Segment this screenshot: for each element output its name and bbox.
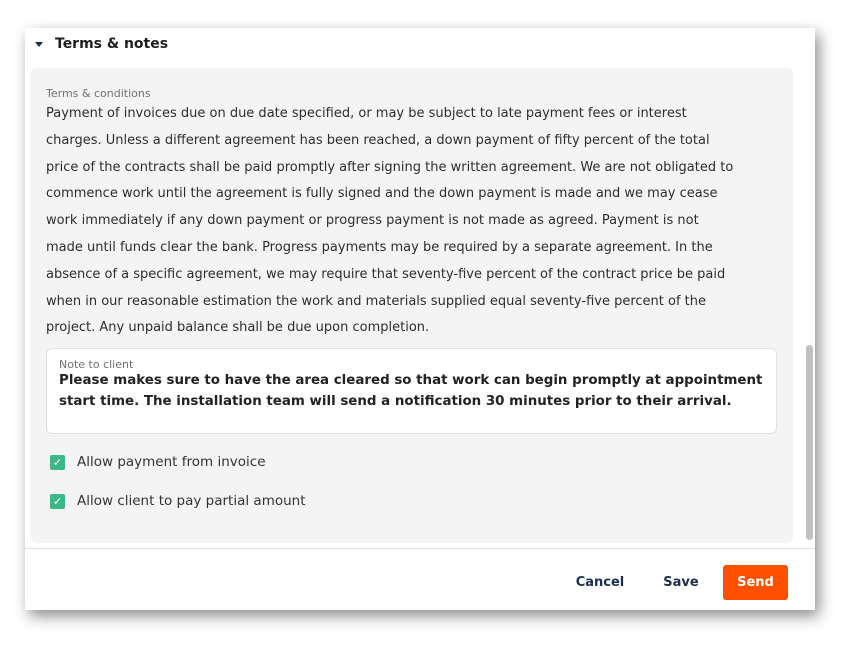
- terms-line: Payment of invoices due on due date specified, or may be subject to late payment fees or interest: [46, 106, 687, 121]
- terms-line: project. Any unpaid balance shall be due upon completion.: [46, 320, 430, 336]
- checkbox-label: Allow payment from invoice: [77, 454, 266, 470]
- checkbox-label: Allow client to pay partial amount: [77, 493, 306, 509]
- terms-textarea[interactable]: [46, 101, 786, 342]
- terms-line: commence work until the agreement is fully signed and the down payment is made and we may cease: [46, 186, 718, 202]
- terms-label: Terms & conditions: [46, 87, 151, 100]
- send-button[interactable]: Send: [723, 565, 788, 600]
- terms-box: [31, 68, 793, 543]
- terms-line: charges. Unless a different agreement has been reached, a down payment of fifty percent of the total: [46, 132, 710, 148]
- save-button[interactable]: Save: [663, 575, 699, 590]
- footer-divider: [25, 548, 815, 549]
- scrollbar-thumb[interactable]: [806, 345, 813, 540]
- terms-line: when in our reasonable estimation the work and materials supplied equal seventy-five percent of the: [46, 293, 707, 309]
- caret-down-icon: [35, 42, 43, 47]
- terms-line: made until funds clear the bank. Progress payments may be required by a separate agreement. In the: [46, 239, 713, 255]
- section-title: Terms & notes: [55, 36, 169, 52]
- note-line: Please makes sure to have the area cleared so that work can begin promptly at appointment: [59, 373, 763, 388]
- invoice-panel: [25, 28, 815, 610]
- terms-section-toggle[interactable]: [35, 36, 168, 52]
- cancel-button[interactable]: Cancel: [575, 575, 625, 590]
- checkmark-icon: ✓: [50, 455, 65, 470]
- allow-payment-checkbox[interactable]: [50, 454, 266, 470]
- terms-line: price of the contracts shall be paid promptly after signing the written agreement. We are not obligated to: [46, 159, 734, 175]
- terms-line: absence of a specific agreement, we may require that seventy-five percent of the contract price be paid: [46, 266, 726, 282]
- scrollbar[interactable]: [805, 28, 815, 543]
- note-label: Note to client: [59, 358, 134, 371]
- note-to-client-field[interactable]: [46, 348, 777, 434]
- note-line: start time. The installation team will send a notification 30 minutes prior to their arrival.: [59, 394, 732, 409]
- terms-line: work immediately if any down payment or progress payment is not made as agreed. Payment is not: [46, 213, 699, 229]
- allow-partial-checkbox[interactable]: [50, 493, 306, 509]
- checkmark-icon: ✓: [50, 494, 65, 509]
